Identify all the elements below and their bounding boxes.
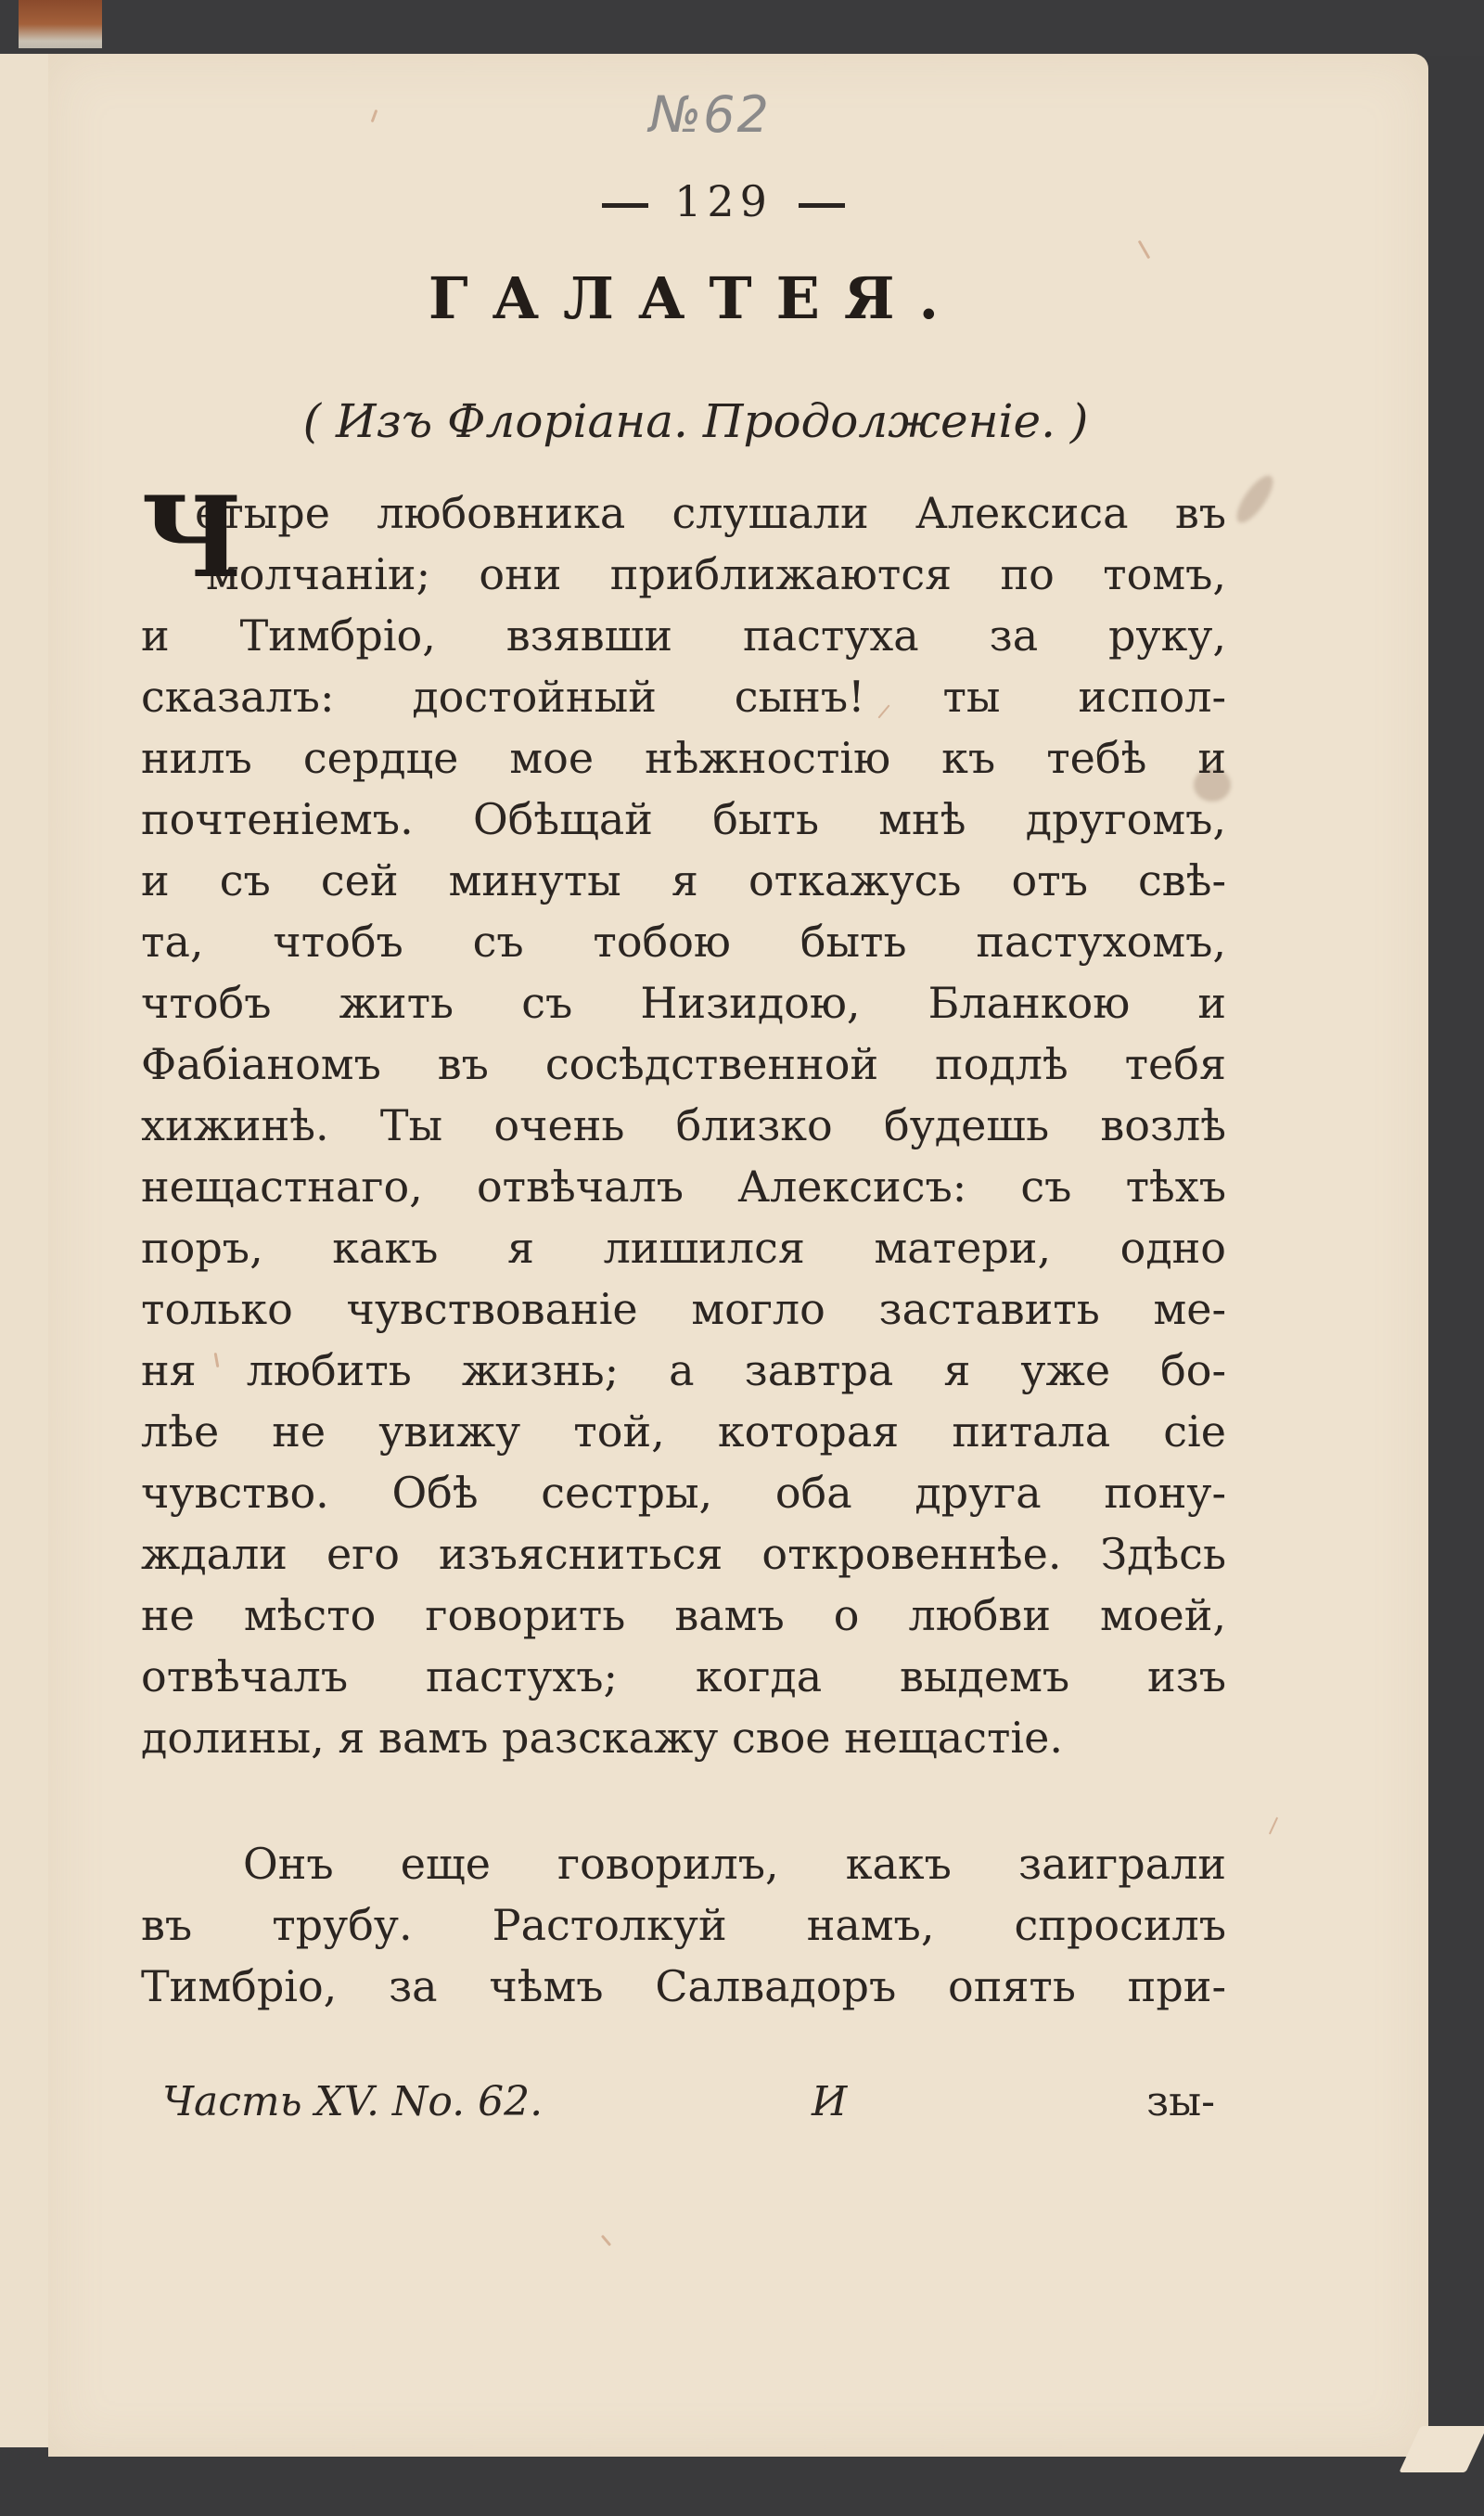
text-line: почтеніемъ. Обѣщай быть мнѣ другомъ, <box>141 794 1226 844</box>
text-line: Фабіаномъ въ сосѣдственной подлѣ тебя <box>141 1039 1226 1089</box>
page-number-value: 129 <box>674 176 773 226</box>
text-line: сказалъ: достойный сынъ! ты испол- <box>141 672 1226 722</box>
catchword: зы- <box>1146 2078 1215 2125</box>
scan-backdrop <box>0 0 1484 56</box>
chapter-subtitle: ( Изъ Флоріана. Продолженіе. ) <box>302 394 1089 448</box>
text-line: отвѣчалъ пастухъ; когда выдемъ изъ <box>141 1651 1226 1701</box>
page-number <box>501 176 946 226</box>
pencil-annotation: №62 <box>649 85 771 144</box>
text-line: чтобъ жить съ Низидою, Бланкою и <box>141 978 1226 1028</box>
paper-stain <box>1231 470 1279 528</box>
chapter-title: ГАЛАТЕЯ. <box>428 264 964 332</box>
text-line: и съ сей минуты я откажусь отъ свѣ- <box>141 855 1226 905</box>
text-line: долины, я вамъ разскажу свое нещастіе. <box>141 1713 1063 1763</box>
text-line: лѣе не увижу той, которая питала сіе <box>141 1406 1226 1457</box>
text-line: Тимбріо, за чѣмъ Салвадоръ опять при- <box>141 1961 1226 2011</box>
book-binding <box>19 0 102 48</box>
body-text <box>141 472 1226 2017</box>
text-line: чувство. Обѣ сестры, оба друга пону- <box>141 1468 1226 1518</box>
text-line: та, чтобъ съ тобою быть пастухомъ, <box>141 917 1226 967</box>
text-line: не мѣсто говорить вамъ о любви моей, <box>141 1590 1226 1640</box>
text-line: етыре любовника слушали Алексиса въ <box>195 488 1226 538</box>
sheet-mark: И <box>812 2078 848 2125</box>
text-line: нилъ сердце мое нѣжностію къ тебѣ и <box>141 733 1226 783</box>
text-line: ждали его изъясниться откровеннѣе. Здѣсь <box>141 1529 1226 1579</box>
text-line: молчаніи; они приближаются по томъ, <box>206 549 1226 599</box>
volume-signature: Часть XV. No. 62. <box>162 2078 544 2125</box>
text-line: ня любить жизнь; а завтра я уже бо- <box>141 1345 1226 1395</box>
text-line: нещастнаго, отвѣчалъ Алексисъ: съ тѣхъ <box>141 1162 1226 1212</box>
text-line: и Тимбріо, взявши пастуха за руку, <box>141 610 1226 661</box>
text-line: поръ, какъ я лишился матери, одно <box>141 1223 1226 1273</box>
dash-right <box>799 203 845 208</box>
text-line: Онъ еще говорилъ, какъ заиграли <box>243 1839 1226 1889</box>
facing-page-edge <box>0 54 51 2447</box>
text-line: хижинѣ. Ты очень близко будешь возлѣ <box>141 1100 1226 1150</box>
drop-cap: Ч <box>141 472 243 603</box>
text-line: только чувствованіе могло заставить ме- <box>141 1284 1226 1334</box>
page-footer <box>162 2078 1215 2139</box>
paragraph-gap <box>141 1768 1226 1833</box>
dash-left <box>602 203 648 208</box>
text-line: въ трубу. Растолкуй намъ, спросилъ <box>141 1900 1226 1950</box>
